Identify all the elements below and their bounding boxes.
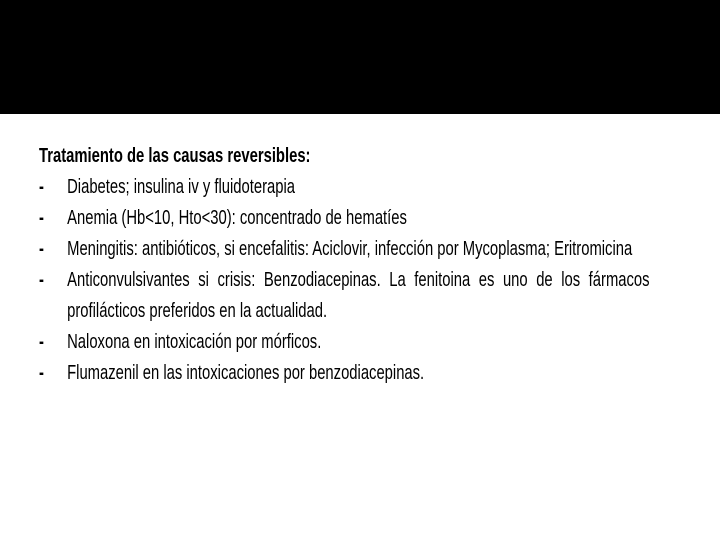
bullet-dash: -: [39, 269, 44, 291]
list-item: [39, 358, 679, 389]
list-item: [39, 203, 679, 234]
list-item-text: Naloxona en intoxicación por mórficos.: [67, 331, 322, 353]
slide-content: [39, 141, 679, 389]
bullet-dash: -: [39, 362, 44, 384]
bullet-dash: -: [39, 331, 44, 353]
slide-heading: Tratamiento de las causas reversibles:: [39, 145, 311, 167]
list-item: [39, 265, 679, 327]
bullet-list: [39, 172, 679, 389]
list-item-text: Flumazenil en las intoxicaciones por benzodiacepinas.: [67, 362, 425, 384]
list-item-text: Anticonvulsivantes si crisis: Benzodiacepinas. La fenitoina es uno de los fármacos: [67, 269, 650, 291]
list-item: [39, 172, 679, 203]
bullet-dash: -: [39, 238, 44, 260]
list-item: [39, 234, 679, 265]
list-item-text: Diabetes; insulina iv y fluidoterapia: [67, 176, 296, 198]
list-item-continuation: profilácticos preferidos en la actualidad.: [67, 300, 328, 322]
list-item-text: Anemia (Hb<10, Hto<30): concentrado de hematíes: [67, 207, 407, 229]
bullet-dash: -: [39, 207, 44, 229]
list-item: [39, 327, 679, 358]
title-bar: [0, 0, 720, 114]
list-item-text: Meningitis: antibióticos, si encefalitis: Aciclovir, infección por Mycoplasma; Eritromicina: [67, 238, 633, 260]
bullet-dash: -: [39, 176, 44, 198]
